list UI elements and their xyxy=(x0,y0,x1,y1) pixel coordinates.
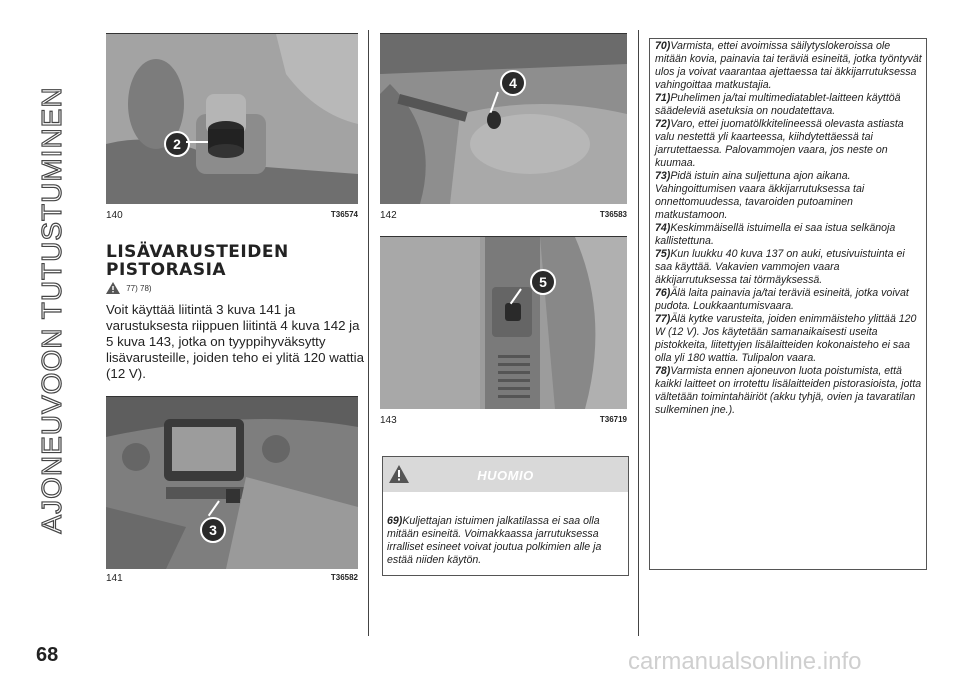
warning-refs xyxy=(106,282,152,296)
figure-140-code: T36574 xyxy=(330,210,358,219)
huomio-note-number: 69) xyxy=(387,515,403,527)
figure-143-photo xyxy=(380,236,627,409)
body-paragraph: Voit käyttää liitintä 3 kuva 141 ja varustuksesta riippuen liitintä 4 kuva 142 ja 5 kuva 143, jotka on tyyppihyväksytty lisävarusteille, joiden teho ei ylitä 120 wattia (12 V). xyxy=(106,302,364,381)
watermark-text: carmanualsonline.info xyxy=(628,648,862,675)
figure-141-illustration xyxy=(106,397,358,569)
callout-4: 4 xyxy=(500,70,526,96)
column-divider-1 xyxy=(368,30,369,636)
note-number: 76) xyxy=(655,287,671,299)
note-number: 73) xyxy=(655,170,671,182)
section-heading xyxy=(106,243,366,279)
note-text: Älä laita painavia ja/tai teräviä esineitä, jotka voivat pudota. Loukkaantumisvaara. xyxy=(655,287,909,312)
note-text: Varmista ennen ajoneuvon luota poistumista, että kaikki laitteet on irrotettu lisälaitteiden pistorasioista, jotta vältetään toimintahäiriöt (akku tyhjä, ovien ja tavaratilan sulkeminen jne.). xyxy=(655,365,922,416)
notes-list xyxy=(655,40,923,417)
figure-140-illustration xyxy=(106,34,358,204)
note-item xyxy=(655,287,923,313)
section-side-title xyxy=(22,30,82,590)
section-title-text: AJONEUVOON TUTUSTUMINEN xyxy=(36,86,67,534)
warning-refs-text: 77) 78) xyxy=(126,284,152,294)
note-item xyxy=(655,118,923,170)
note-number: 78) xyxy=(655,365,671,377)
note-number: 77) xyxy=(655,313,671,325)
figure-141-caption xyxy=(106,573,358,587)
note-number: 75) xyxy=(655,248,671,260)
figure-142-photo xyxy=(380,33,627,204)
page-number: 68 xyxy=(36,644,59,666)
note-text: Varmista, ettei avoimissa säilytyslokeroissa ole mitään kovia, painavia tai teräviä esineitä, jotka työntyvät ulos ja voivat vaarantaa ajettaessa tai äkkijarrutuksessa vahingoittaa matkustajia. xyxy=(655,40,922,91)
column-divider-2 xyxy=(638,30,639,636)
figure-142-number: 142 xyxy=(380,210,397,221)
note-item xyxy=(655,222,923,248)
note-item xyxy=(655,40,923,92)
figure-143-caption xyxy=(380,415,627,429)
heading-line-2: PISTORASIA xyxy=(106,260,227,280)
figure-142-caption xyxy=(380,210,627,224)
note-item xyxy=(655,170,923,222)
note-item xyxy=(655,248,923,287)
figure-143-illustration xyxy=(380,237,627,409)
callout-5: 5 xyxy=(530,269,556,295)
figure-143-code: T36719 xyxy=(599,415,627,424)
note-text: Varo, ettei juomatölkkitelineessä olevasta astiasta valu nestettä yli kaarteessa, kiihdytettäessä tai jarrutettaessa. Palovammojen vaara, jos neste on kuumaa. xyxy=(655,118,904,169)
figure-142-code: T36583 xyxy=(599,210,627,219)
note-text: Pidä istuin aina suljettuna ajon aikana. Vahingoittumisen vaara äkkijarrutuksessa tai onnettomuudessa, tavaroiden putoaminen matkustamoon. xyxy=(655,170,865,221)
huomio-warning-box xyxy=(382,456,629,576)
note-text: Kun luukku 40 kuva 137 on auki, etusivuistuinta ei saa käyttää. Vakavien vammojen vaara äkkijarrutuksessa tai törmäyksessä. xyxy=(655,248,905,286)
note-item xyxy=(655,92,923,118)
huomio-note-text: Kuljettajan istuimen jalkatilassa ei saa olla mitään esineitä. Voimakkaassa jarrutuksessa irralliset esineet voivat joutua polkimien alle ja estää niiden käytön. xyxy=(387,515,602,566)
callout-2-leader xyxy=(186,141,208,143)
warning-triangle-icon xyxy=(106,282,120,296)
huomio-title: HUOMIO xyxy=(477,468,534,483)
note-text: Älä kytke varusteita, joiden enimmäisteho ylittää 120 W (12 V). Jos käytetään samanaikaisesti useita pistokkeita, liitettyjen lisälaitteiden kokonaisteho ei saa olla yli 180 wattia. Tulipalon vaara. xyxy=(655,313,917,364)
huomio-text xyxy=(387,515,623,567)
note-number: 71) xyxy=(655,92,671,104)
figure-140-number: 140 xyxy=(106,210,123,221)
note-text: Keskimmäisellä istuimella ei saa istua selkänoja kallistettuna. xyxy=(655,222,896,247)
figure-140-photo xyxy=(106,33,358,204)
callout-2: 2 xyxy=(164,131,190,157)
heading-line-1: LISÄVARUSTEIDEN xyxy=(106,242,289,262)
figure-140-caption xyxy=(106,210,358,224)
note-number: 74) xyxy=(655,222,671,234)
callout-3: 3 xyxy=(200,517,226,543)
note-item xyxy=(655,313,923,365)
figure-141-code: T36582 xyxy=(330,573,358,582)
figure-141-number: 141 xyxy=(106,573,123,584)
note-text: Puhelimen ja/tai multimediatablet-laitteen käyttöä säädeleviä asetuksia on noudatettava. xyxy=(655,92,901,117)
note-number: 70) xyxy=(655,40,671,52)
note-number: 72) xyxy=(655,118,671,130)
figure-143-number: 143 xyxy=(380,415,397,426)
figure-141-photo xyxy=(106,396,358,569)
note-item xyxy=(655,365,923,417)
figure-142-illustration xyxy=(380,34,627,204)
